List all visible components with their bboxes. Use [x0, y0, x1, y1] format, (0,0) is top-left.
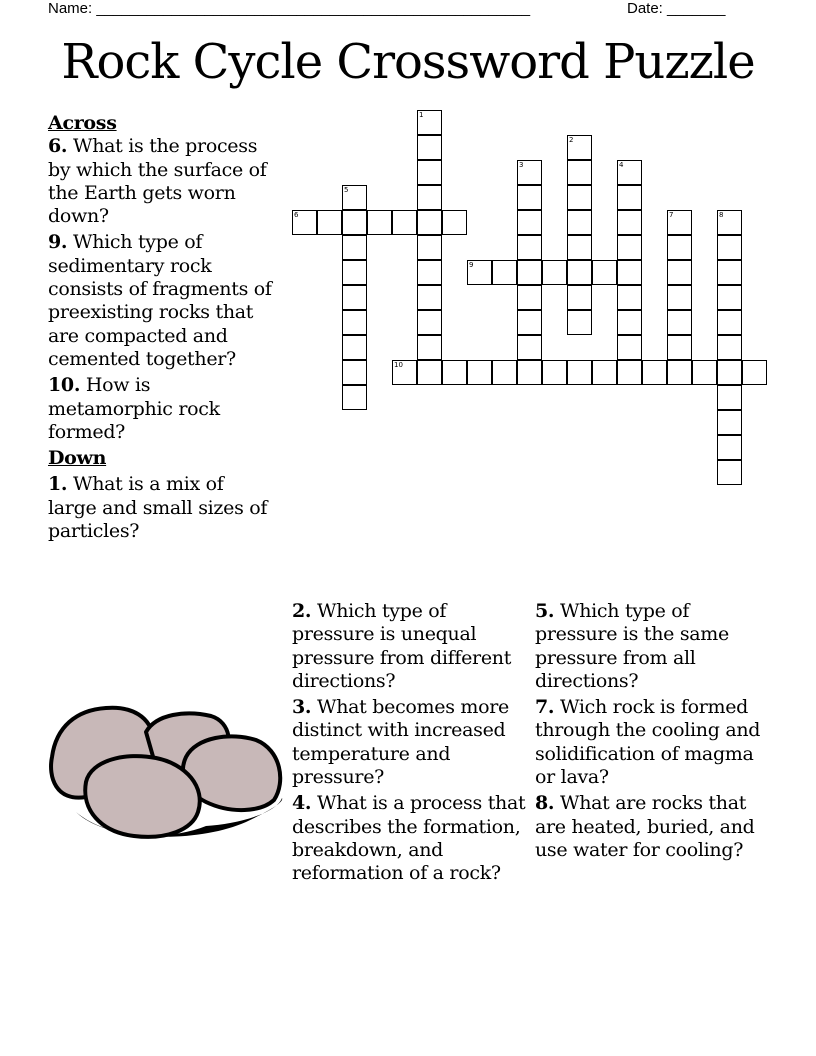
crossword-cell[interactable] [417, 335, 442, 360]
clue-text: Which type of pressure is the same pressure from all directions? [535, 600, 729, 692]
crossword-cell[interactable] [592, 360, 617, 385]
crossword-cell[interactable] [292, 210, 317, 235]
crossword-cell[interactable] [517, 210, 542, 235]
crossword-cell[interactable] [567, 260, 592, 285]
crossword-cell[interactable] [567, 360, 592, 385]
cell-number: 7 [669, 211, 674, 219]
crossword-cell[interactable] [417, 235, 442, 260]
cell-number: 8 [719, 211, 724, 219]
crossword-cell[interactable] [592, 260, 617, 285]
crossword-cell[interactable] [392, 210, 417, 235]
crossword-cell[interactable] [417, 285, 442, 310]
clue-text: What is a mix of large and small sizes of particles? [48, 473, 268, 543]
crossword-cell[interactable] [442, 360, 467, 385]
crossword-cell[interactable] [342, 185, 367, 210]
clue-column-left [48, 112, 273, 546]
clue-text: What becomes more distinct with increased temperature and pressure? [292, 696, 509, 789]
clue-number: 2. [292, 600, 312, 622]
crossword-cell[interactable] [717, 410, 742, 435]
clue-number: 8. [535, 792, 555, 815]
crossword-cell[interactable] [617, 310, 642, 335]
crossword-cell[interactable] [617, 285, 642, 310]
crossword-cell[interactable] [617, 235, 642, 260]
crossword-cell[interactable] [717, 260, 742, 285]
crossword-cell[interactable] [742, 360, 767, 385]
clue-across-9 [48, 231, 273, 371]
crossword-cell[interactable] [442, 210, 467, 235]
crossword-cell[interactable] [517, 260, 542, 285]
crossword-cell[interactable] [517, 185, 542, 210]
crossword-cell[interactable] [567, 210, 592, 235]
crossword-cell[interactable] [717, 385, 742, 410]
crossword-cell[interactable] [492, 360, 517, 385]
date-field-label: Date: _______ [627, 0, 726, 17]
across-heading: Across [48, 112, 117, 134]
clue-text: Wich rock is formed through the cooling and solidification of magma or lava? [535, 696, 761, 789]
clue-number: 1. [48, 473, 68, 496]
clue-text: What is a process that describes the formation, breakdown, and reformation of a rock? [292, 792, 526, 885]
crossword-cell[interactable] [517, 235, 542, 260]
crossword-cell[interactable] [417, 260, 442, 285]
crossword-cell[interactable] [667, 360, 692, 385]
crossword-cell[interactable] [667, 335, 692, 360]
cell-number: 2 [569, 136, 574, 144]
cell-number: 1 [419, 111, 424, 119]
crossword-cell[interactable] [542, 360, 567, 385]
crossword-cell[interactable] [567, 160, 592, 185]
crossword-cell[interactable] [617, 210, 642, 235]
clue-number: 3. [292, 696, 312, 719]
clue-number: 6. [48, 135, 68, 158]
crossword-cell[interactable] [467, 260, 492, 285]
clue-down-2 [292, 600, 530, 693]
crossword-cell[interactable] [342, 235, 367, 260]
clue-across-6 [48, 135, 273, 228]
crossword-cell[interactable] [542, 260, 567, 285]
crossword-cell[interactable] [517, 335, 542, 360]
clue-number: 4. [292, 792, 312, 815]
clue-down-1 [48, 473, 273, 543]
crossword-cell[interactable] [717, 210, 742, 235]
cell-number: 4 [619, 161, 624, 169]
crossword-cell[interactable] [342, 385, 367, 410]
crossword-cell[interactable] [717, 460, 742, 485]
clue-down-7 [535, 696, 775, 789]
crossword-cell[interactable] [492, 260, 517, 285]
clue-text: What is the process by which the surface of the Earth gets worn down? [48, 135, 267, 228]
crossword-cell[interactable] [417, 210, 442, 235]
crossword-cell[interactable] [342, 335, 367, 360]
crossword-cell[interactable] [392, 360, 417, 385]
crossword-cell[interactable] [417, 310, 442, 335]
clue-down-3 [292, 696, 530, 789]
crossword-cell[interactable] [342, 210, 367, 235]
crossword-cell[interactable] [342, 360, 367, 385]
crossword-cell[interactable] [667, 310, 692, 335]
crossword-cell[interactable] [617, 335, 642, 360]
crossword-cell[interactable] [567, 235, 592, 260]
clue-across-10 [48, 374, 273, 444]
clue-number: 7. [535, 696, 555, 719]
clue-down-4 [292, 792, 530, 885]
clue-text: What are rocks that are heated, buried, and use water for cooling? [535, 792, 755, 861]
name-field-label: Name: ____________________________________________________ [48, 0, 531, 17]
clue-text: Which type of sedimentary rock consists of fragments of preexisting rocks that are compacted and cemented together? [48, 231, 272, 370]
page-title: Rock Cycle Crossword Puzzle [61, 34, 755, 90]
crossword-cell[interactable] [617, 185, 642, 210]
crossword-cell[interactable] [617, 260, 642, 285]
rock-shape [85, 756, 200, 837]
crossword-cell[interactable] [692, 360, 717, 385]
crossword-cell[interactable] [417, 135, 442, 160]
clue-number: 10. [48, 374, 81, 397]
crossword-cell[interactable] [342, 310, 367, 335]
crossword-cell[interactable] [717, 285, 742, 310]
crossword-cell[interactable] [667, 235, 692, 260]
crossword-cell[interactable] [567, 310, 592, 335]
crossword-cell[interactable] [417, 160, 442, 185]
cell-number: 3 [519, 161, 524, 169]
crossword-cell[interactable] [417, 185, 442, 210]
clue-down-5 [535, 600, 775, 693]
crossword-cell[interactable] [517, 310, 542, 335]
crossword-cell[interactable] [717, 335, 742, 360]
clue-text: Which type of pressure is unequal pressure from different directions? [292, 600, 512, 692]
crossword-cell[interactable] [667, 260, 692, 285]
crossword-cell[interactable] [667, 285, 692, 310]
clue-text: How is metamorphic rock formed? [48, 374, 220, 443]
crossword-cell[interactable] [367, 210, 392, 235]
crossword-cell[interactable] [417, 360, 442, 385]
crossword-cell[interactable] [717, 235, 742, 260]
clue-number: 5. [535, 600, 555, 622]
crossword-cell[interactable] [517, 360, 542, 385]
crossword-cell[interactable] [417, 110, 442, 135]
down-heading: Down [48, 447, 107, 470]
crossword-cell[interactable] [517, 285, 542, 310]
crossword-cell[interactable] [667, 210, 692, 235]
crossword-cell[interactable] [617, 360, 642, 385]
crossword-cell[interactable] [567, 285, 592, 310]
cell-number: 9 [469, 261, 474, 269]
rocks-illustration [46, 702, 286, 844]
crossword-cell[interactable] [567, 135, 592, 160]
crossword-cell[interactable] [342, 260, 367, 285]
crossword-cell[interactable] [617, 160, 642, 185]
crossword-cell[interactable] [467, 360, 492, 385]
crossword-cell[interactable] [342, 285, 367, 310]
clue-column-middle [292, 600, 530, 889]
cell-number: 5 [344, 186, 349, 194]
crossword-cell[interactable] [717, 435, 742, 460]
crossword-cell[interactable] [567, 185, 592, 210]
clue-number: 9. [48, 231, 68, 254]
crossword-cell[interactable] [642, 360, 667, 385]
crossword-cell[interactable] [517, 160, 542, 185]
crossword-cell[interactable] [317, 210, 342, 235]
cell-number: 6 [294, 211, 299, 219]
crossword-cell[interactable] [717, 360, 742, 385]
cell-number: 10 [394, 361, 403, 369]
crossword-cell[interactable] [717, 310, 742, 335]
clue-down-8 [535, 792, 775, 862]
clue-column-right [535, 600, 775, 865]
